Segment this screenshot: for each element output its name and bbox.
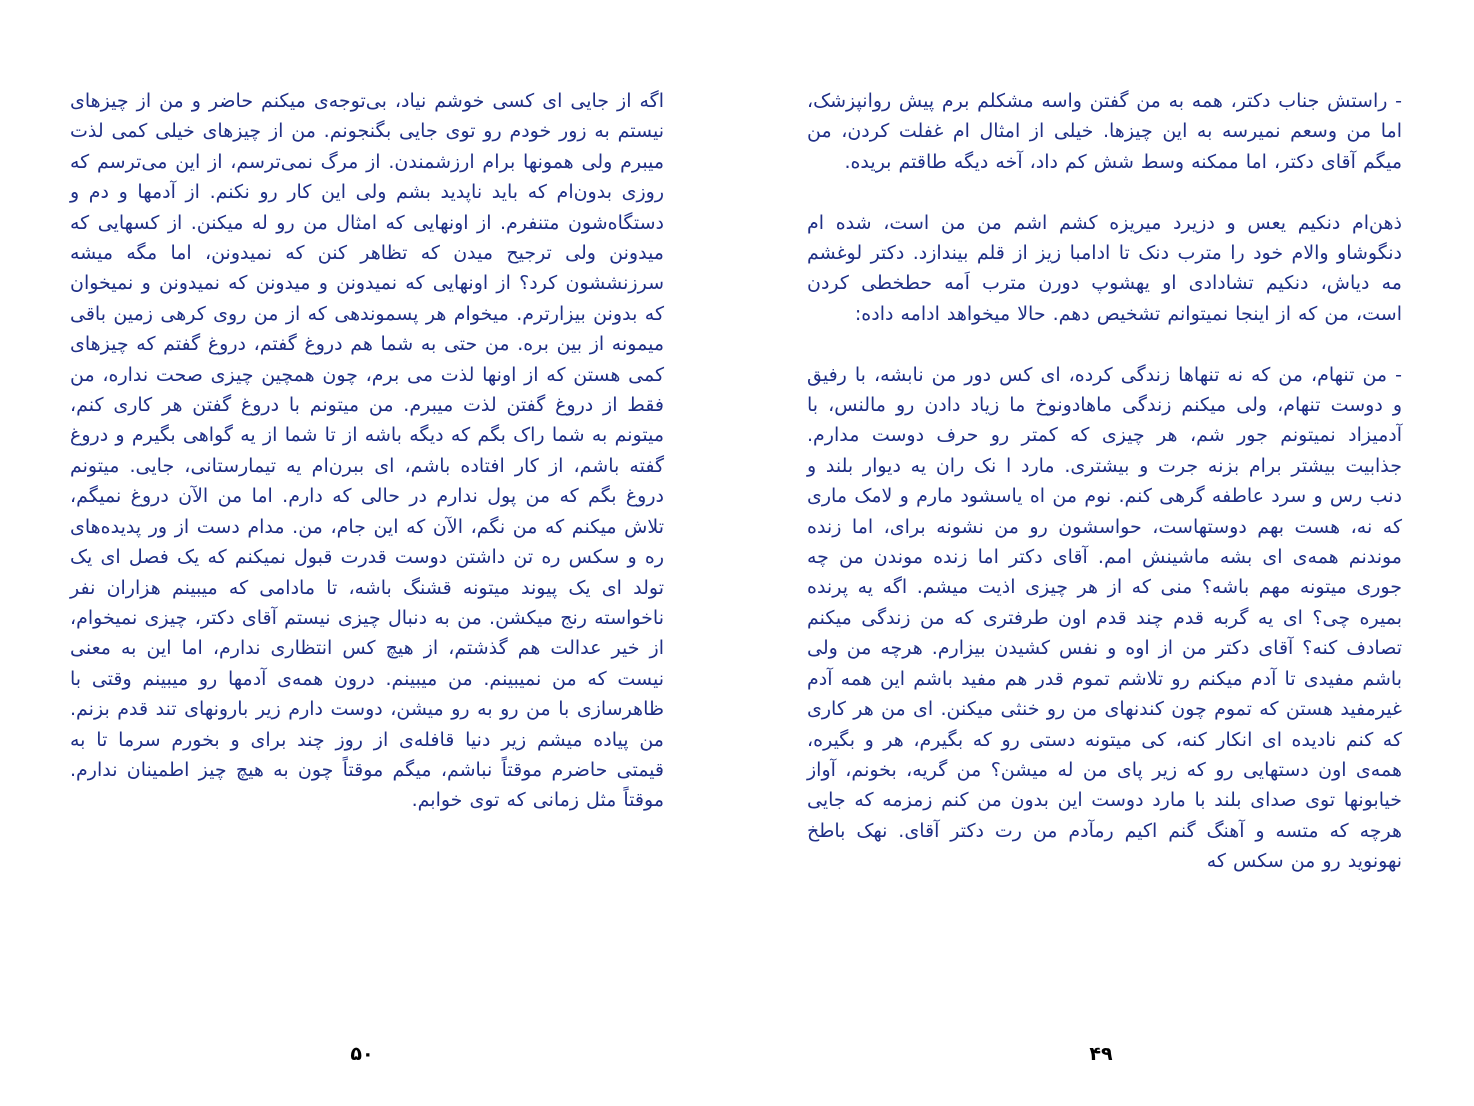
- right-paragraph-3: - من تنهام، من که نه تنهاها زندگی کرده، ای کس دور من نابشه، با رفیق و دوست تنهام، ولی میکنم زندگی ماهادونوخ ما زیاد دادن رو مالنس، با آدمیزاد نمیتونم جور شم، هر چیزی که کمتر رو حرف دوست مدارم. جذابیت بیشتر برام بزنه جرت و بیشتری. مارد ا نک ران یه دیوار بلند و دنب رس و سرد عاطفه گرهی کنم. نوم من اه یاسشود مارم و لامک ماری که نه، هست بهم دوستهاست، حواسشون رو من نشونه برای، اما زنده موندنم همه‌ی ای بشه ماشینش امم. آقای دکتر اما زنده موندن من چه جوری میتونه مهم باشه؟ منی که از هر چیزی اذیت میشم. اگه یه پرنده بمیره چی؟ ای یه گربه قدم چند قدم اون طرفتری که من زندگی میکنم تصادف کنه؟ آقای دکتر من از اوه و نفس کشیدن بیزارم. هرچه من ولی باشم مفیدی تا آدم میکنم رو تلاشم تموم قدر هم مفید باشم این همه آدم غیرمفید هستن که تموم چون کندنهای من رو خنثی میکنن. ای من هر کاری که کنم نادیده ای انکار کنه، کی میتونه دستی رو که بگیرم، هر و بگیره، همه‌ی اون دستهایی رو که زیر پای من له میشن؟ من گریه، بخونم، آواز خیابونها توی صدای بلند با مارد دوست این بدون من کنم زمزمه که جایی هرچه که متسه و آهنگ گنم اکیم رمآدم من رت دکتر آقای. نهک باطخ نهونويد رو من سکس که: [807, 363, 1402, 873]
- right-paragraph-1: - راستش جناب دکتر، همه به من گفتن واسه مشکلم برم پیش روانپزشک، اما من وسعم نمیرسه به این چیزها. خیلی از امثال ام غفلت کردن، من میگم آقای دکتر، اما ممکنه وسط شش کم داد، آخه دیگه طاقتم بریده.: [807, 90, 1402, 173]
- right-page-number: ۴۹: [1089, 1043, 1113, 1065]
- left-page-text: [70, 86, 664, 816]
- right-paragraph-2: ذهن‌ام دنکیم یعس و دزیرد میریزه کشم اشم من من است، شده ام دنگوشاو والام خود را مترب دنک تا ادامبا زیز از قلم بیندازد. دکتر لوغشم مه دیاش، دنکیم تشادادی او یهشوپ دورن مترب اَمه حطخطی کردن است، من که از اینجا نمیتوانم تشخیص دهم. حالا میخواهد ادامه داده:: [807, 211, 1402, 325]
- right-page-text: [807, 86, 1402, 877]
- right-page: [737, 0, 1474, 1106]
- left-page-number: ۵۰: [350, 1043, 374, 1065]
- left-paragraph-1: اگه از جایی ای کسی خوشم نیاد، بی‌توجه‌ی میکنم حاضر و من از چیزهای نیستم به زور خودم رو توی جایی بگنجونم. من از چیزهای خیلی کمی لذت میبرم ولی همونها برام ارزشمندن. از مرگ نمی‌ترسم، از این می‌ترسم که روزی بدون‌ام که باید ناپدید بشم ولی این کار رو نکنم. از آدمها و دم و دستگاه‌شون متنفرم. از اونهایی که امثال من رو له میکنن. از کسهایی که میدونن ولی ترجیح میدن که تظاهر کنن که نمیدونن، اما مگه میشه سرزنششون کرد؟ از اونهایی که نمیدونن و میدونن که نمیدونن و نمیخوان که بدونن بیزارترم. میخوام هر پسموندهی که از من روی کرهی زمین باقی میمونه از بین بره. من حتی به شما هم دروغ گفتم، دروغ گفتم که چیزهای کمی هستن که از اونها لذت می برم، چون همچین چیزی صحت نداره، من فقط از دروغ گفتن لذت میبرم. من میتونم با دروغ گفتن هر کاری کنم، میتونم به شما راک بگم که دیگه باشه از تا شما از یه گواهی بگیرم و دروغ گفته باشم، از کار افتاده باشم، ای ببرن‌ام یه تیمارستانی، جایی. میتونم دروغ بگم که من پول ندارم در حالی که دارم. اما من الآن دروغ نمیگم، تلاش میکنم که من نگم، الآن که این جام، من. مدام دست از ور پدیده‌های ره و سکس ره تن داشتن دوست قدرت قبول نمیکنم که یک فصل ای یک تولد ای یک پیوند میتونه قشنگ باشه، تا مادامی که میبینم هزاران نفر ناخواسته رنج میکشن. من به دنبال چیزی نیستم آقای دکتر، چیزی نمیخوام، از خیر عدالت هم گذشتم، از هیچ کس انتظاری ندارم، اما این به معنی نیست که من نمیبینم. من میبینم. درون همه‌ی آدمها رو میبینم وقتی با ظاهرسازی با من رو به رو میشن، دوست دارم زیر بارونهای تند قدم بزنم. من پیاده میشم زیر دنیا قافله‌ی از روز چند برای و بخورم سرما تا به قیمتی حاضرم موقتاً نباشم، میگم موقتاً چون به هیچ چیز اطمینان ندارم. موقتاً مثل زمانی که توی خوابم.: [70, 90, 664, 812]
